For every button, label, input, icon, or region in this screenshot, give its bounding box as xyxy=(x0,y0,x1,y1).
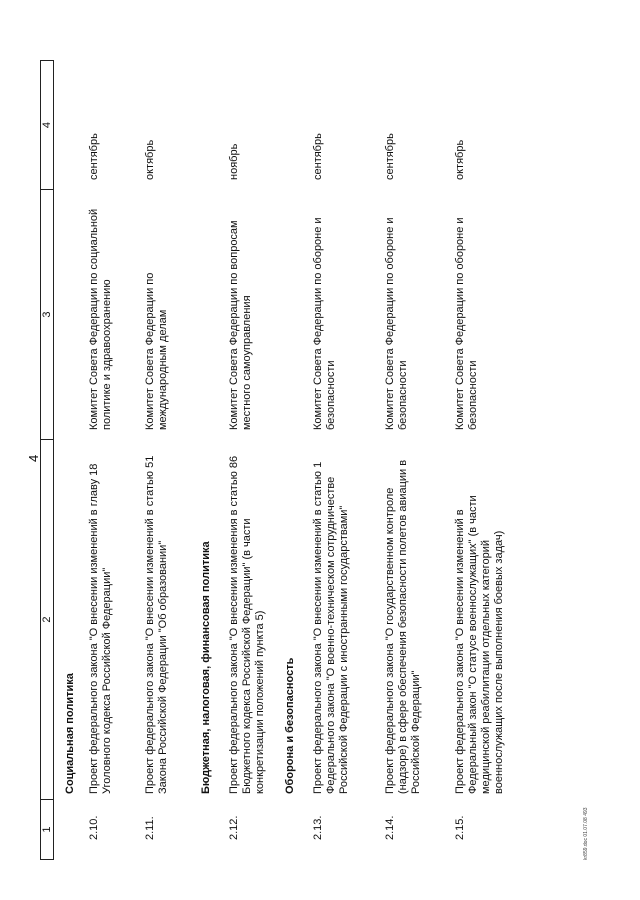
row-month: ноябрь xyxy=(228,143,240,180)
column-header-1: 1 xyxy=(40,800,54,860)
row-month: сентябрь xyxy=(312,133,324,180)
row-committee: Комитет Совета Федерации по обороне и безопасности xyxy=(384,217,409,430)
row-month: сентябрь xyxy=(384,133,396,180)
row-number: 2.14. xyxy=(384,815,396,840)
row-description: Проект федерального закона "О государственном контроле (надзоре) в сфере обеспечения безопасности полетов авиации в Российской Федерации" xyxy=(384,459,422,794)
column-header-4: 4 xyxy=(40,60,54,190)
column-header-2: 2 xyxy=(40,440,54,800)
row-committee: Комитет Совета Федерации по социальной политике и здравоохранению xyxy=(88,208,113,430)
row-number: 2.13. xyxy=(312,815,324,840)
rotated-page xyxy=(26,40,600,860)
row-month: октябрь xyxy=(454,139,466,180)
row-committee: Комитет Совета Федерации по обороне и безопасности xyxy=(312,217,337,430)
row-committee: Комитет Совета Федерации по международным делам xyxy=(144,272,169,430)
row-description: Проект федерального закона "О внесении изменений в статью 51 Закона Российской Федерации "Об образовании" xyxy=(144,455,169,794)
section-title-budget: Бюджетная, налоговая, финансовая политика xyxy=(200,541,212,794)
section-title-defense: Оборона и безопасность xyxy=(284,657,296,794)
row-number: 2.15. xyxy=(454,815,466,840)
footer-filename: kr859.doc 01.07.08 493 xyxy=(583,807,589,860)
page-number: 4 xyxy=(26,454,41,462)
row-committee: Комитет Совета Федерации по обороне и безопасности xyxy=(454,217,479,430)
row-month: октябрь xyxy=(144,139,156,180)
row-number: 2.11. xyxy=(144,816,156,840)
row-number: 2.10. xyxy=(88,815,100,840)
row-description: Проект федерального закона "О внесении изменений в главу 18 Уголовного кодекса Российской Федерации" xyxy=(88,463,113,794)
row-description: Проект федерального закона "О внесении изменений в статью 1 Федерального закона "О военно-техническом сотрудничестве Российской Федерации с иностранными государствами" xyxy=(312,461,350,794)
row-description: Проект федерального закона "О внесении изменения в статью 86 Бюджетного кодекса Российской Федерации" (в части конкретизации положений пункта 5) xyxy=(228,455,266,794)
row-month: сентябрь xyxy=(88,133,100,180)
column-header-3: 3 xyxy=(40,190,54,440)
row-committee: Комитет Совета Федерации по вопросам местного самоуправления xyxy=(228,220,253,430)
row-number: 2.12. xyxy=(228,815,240,840)
section-title-social: Социальная политика xyxy=(64,673,76,794)
row-description: Проект федерального закона "О внесении изменений в Федеральный закон "О статусе военнослужащих" (в части медицинской реабилитации отдельных категорий военнослужащих после выполнения боевых задач) xyxy=(454,495,505,794)
